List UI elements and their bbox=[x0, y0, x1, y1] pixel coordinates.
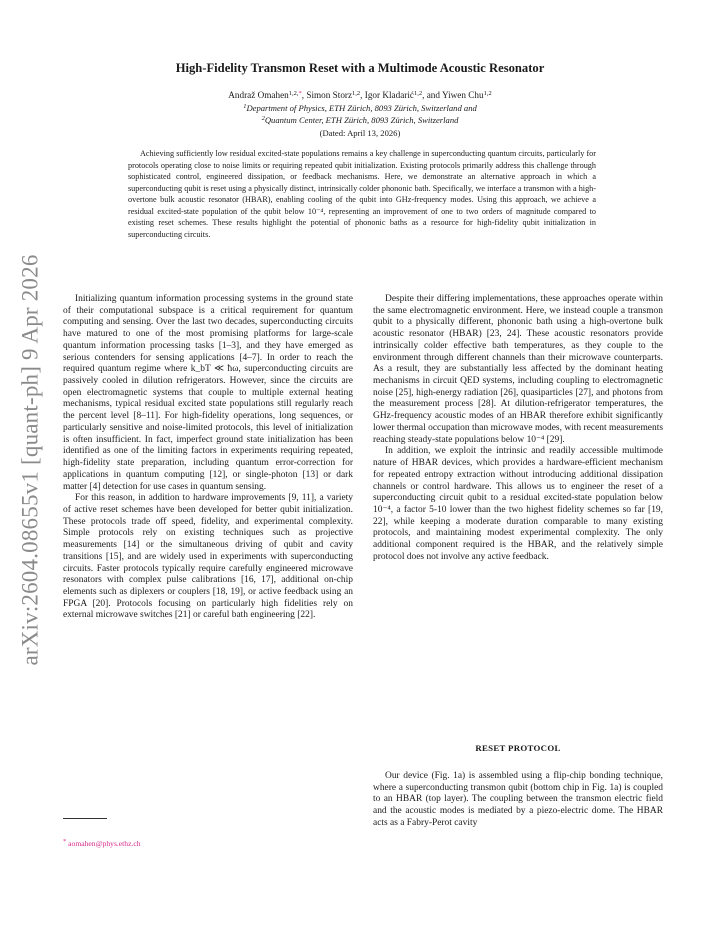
arxiv-identifier[interactable]: arXiv:2604.08655v1 [quant-ph] 9 Apr 2026 bbox=[18, 254, 43, 666]
paragraph: For this reason, in addition to hardware improvements [9, 11], a variety of active reset schemes have been developed for better qubit initialization. These protocols trade off speed, fidelity, and experimental complexity. Simple protocols rely on existing techniques such as projective measurements [14] or the simultaneous driving of qubit and cavity transitions [15], and are widely used in experiments with superconducting circuits. Faster protocols typically require carefully engineered microwave resonators with complex pulse calibrations [16, 17], additional on-chip elements such as diplexers or couplers [18, 19], or active feedback using an FPGA [20]. Protocols focusing on particularly high fidelities rely on external microwave switches [21] or careful bath engineering [22]. bbox=[63, 493, 353, 621]
email-link[interactable]: aomahen@phys.ethz.ch bbox=[68, 839, 141, 848]
author-list: Andraž Omahen$^{1,2,*}$, Simon Storz$^{1,2}$, Igor Kladarić$^{1,2}$, and Yiwen Chu$^{1,2}$ bbox=[228, 90, 492, 100]
abstract: Achieving sufficiently low residual excited-state populations remains a key challenge in superconducting quantum circuits, particularly for protocols operating close to noise limits or requiring repeated qubit initialization. Existing protocols primarily address this challenge through sophisticated control, engineered dissipation, or feedback mechanisms. Here, we demonstrate an alternative approach in which a superconducting qubit is reset using a physically distinct, intrinsically colder phononic bath. Specifically, we interface a transmon with a high-overtone bulk acoustic resonator (HBAR), enabling cooling of the qubit into GHz-frequency modes. Using this approach, we achieve a residual excited-state population of the qubit below 10⁻⁴, representing an improvement of one to two orders of magnitude compared to existing reset schemes. These results highlight the potential of phononic baths as a resource for high-fidelity qubit initialization in superconducting circuits. bbox=[128, 149, 596, 239]
body-column-right bbox=[373, 294, 663, 564]
author-affiliation-sup: 1,2 bbox=[414, 90, 423, 97]
corresponding-author-mark[interactable]: * bbox=[298, 90, 302, 97]
paper-title: High-Fidelity Transmon Reset with a Multimode Acoustic Resonator bbox=[175, 61, 545, 75]
affiliation-number: 2 bbox=[261, 115, 265, 122]
affiliation-text: Department of Physics, ETH Zürich, 8093 Zürich, Switzerland and bbox=[246, 103, 477, 113]
footnote-mark: * bbox=[63, 838, 67, 845]
paragraph: In addition, we exploit the intrinsic and readily accessible multimode nature of HBAR devices, which provides a hardware-efficient mechanism for repeated entropy extraction without introducing additional dissipation channels or control hardware. This allows us to engineer the reset of a superconducting circuit qubit to a residual excited-state population below 10⁻⁴, a factor 5-10 lower than the two highest fidelity schemes so far [19, 22], while keeping a moderate duration comparable to many existing protocols, and maintaining modest experimental complexity. The only additional component required is the HBAR, and the relatively simple protocol does not involve any active feedback. bbox=[373, 446, 663, 562]
author-name: Yiwen Chu bbox=[441, 90, 484, 100]
body-column-right-continued bbox=[373, 771, 663, 830]
paragraph: Initializing quantum information processing systems in the ground state of their computational subspace is a critical requirement for quantum computing and sensing. Over the last two decades, superconducting circuits have matured to one of the most promising platforms for large-scale quantum information processing tasks [1–3], and they have emerged as serious contenders for sensing applications [4–7]. In order to reach the required quantum regime where k_bT ≪ ħω, superconducting circuits are passively cooled in dilution refrigerators. However, since the circuits are open electromagnetic systems that couple to multiple external heating mechanisms, typical residual excited state populations still regularly reach the percent level [8–11]. For high-fidelity operations, long sequences, or particularly sensitive and noise-limited protocols, this level of initialization is often insufficient. In fact, imperfect ground state initialization has been identified as one of the limiting factors in experiments requiring repeated, high-fidelity state preparation, including quantum error-correction for applications in quantum computing [12], or single-photon [13] or dark matter [4] detection for use cases in quantum sensing. bbox=[63, 294, 353, 492]
arxiv-sidebar bbox=[18, 250, 44, 670]
date-line: (Dated: April 13, 2026) bbox=[319, 128, 401, 138]
section-heading: RESET PROTOCOL bbox=[475, 743, 561, 753]
affiliation-text: Quantum Center, ETH Zürich, 8093 Zürich, Switzerland bbox=[264, 115, 459, 125]
author-affiliation-sup: 1,2 bbox=[352, 90, 361, 97]
author-affiliation-sup: 1,2, bbox=[288, 90, 299, 97]
affiliation-2 bbox=[60, 115, 660, 125]
author-affiliation-sup: 1,2 bbox=[483, 90, 492, 97]
affiliation-number: 1 bbox=[243, 103, 247, 110]
footnote-rule bbox=[63, 818, 107, 819]
footnote bbox=[63, 838, 141, 848]
body-column-left bbox=[63, 294, 353, 622]
affiliation-1 bbox=[60, 103, 660, 113]
author-name: Simon Storz bbox=[306, 90, 353, 100]
author-name: Andraž Omahen bbox=[228, 90, 289, 100]
paragraph: Our device (Fig. 1a) is assembled using a flip-chip bonding technique, where a superconducting transmon qubit (bottom chip in Fig. 1a) is coupled to an HBAR (top layer). The coupling between the transmon electric field and the acoustic modes is mediated by a piezo-electric dome. The HBAR acts as a Fabry-Perot cavity bbox=[373, 771, 663, 828]
paragraph: Despite their differing implementations, these approaches operate within the same electromagnetic environment. Here, we instead couple a transmon qubit to a physically different, phononic bath using a high-overtone bulk acoustic resonator (HBAR) [23, 24]. These acoustic resonators provide intrinsically colder effective bath temperatures, as they couple to the environment through different channels than their microwave counterparts. As a result, they are substantially less affected by the dominant heating mechanisms in circuit QED systems, including coupling to electromagnetic noise [25], high-energy radiation [26], quasiparticles [27], and photons from the measurement process [28]. At dilution-refrigerator temperatures, the GHz-frequency acoustic modes of an HBAR therefore exhibit significantly lower thermal occupation than microwave modes, with recent measurements reaching steady-state populations below 10⁻⁴ [29]. bbox=[373, 294, 663, 445]
author-name: Igor Kladarić bbox=[364, 90, 414, 100]
